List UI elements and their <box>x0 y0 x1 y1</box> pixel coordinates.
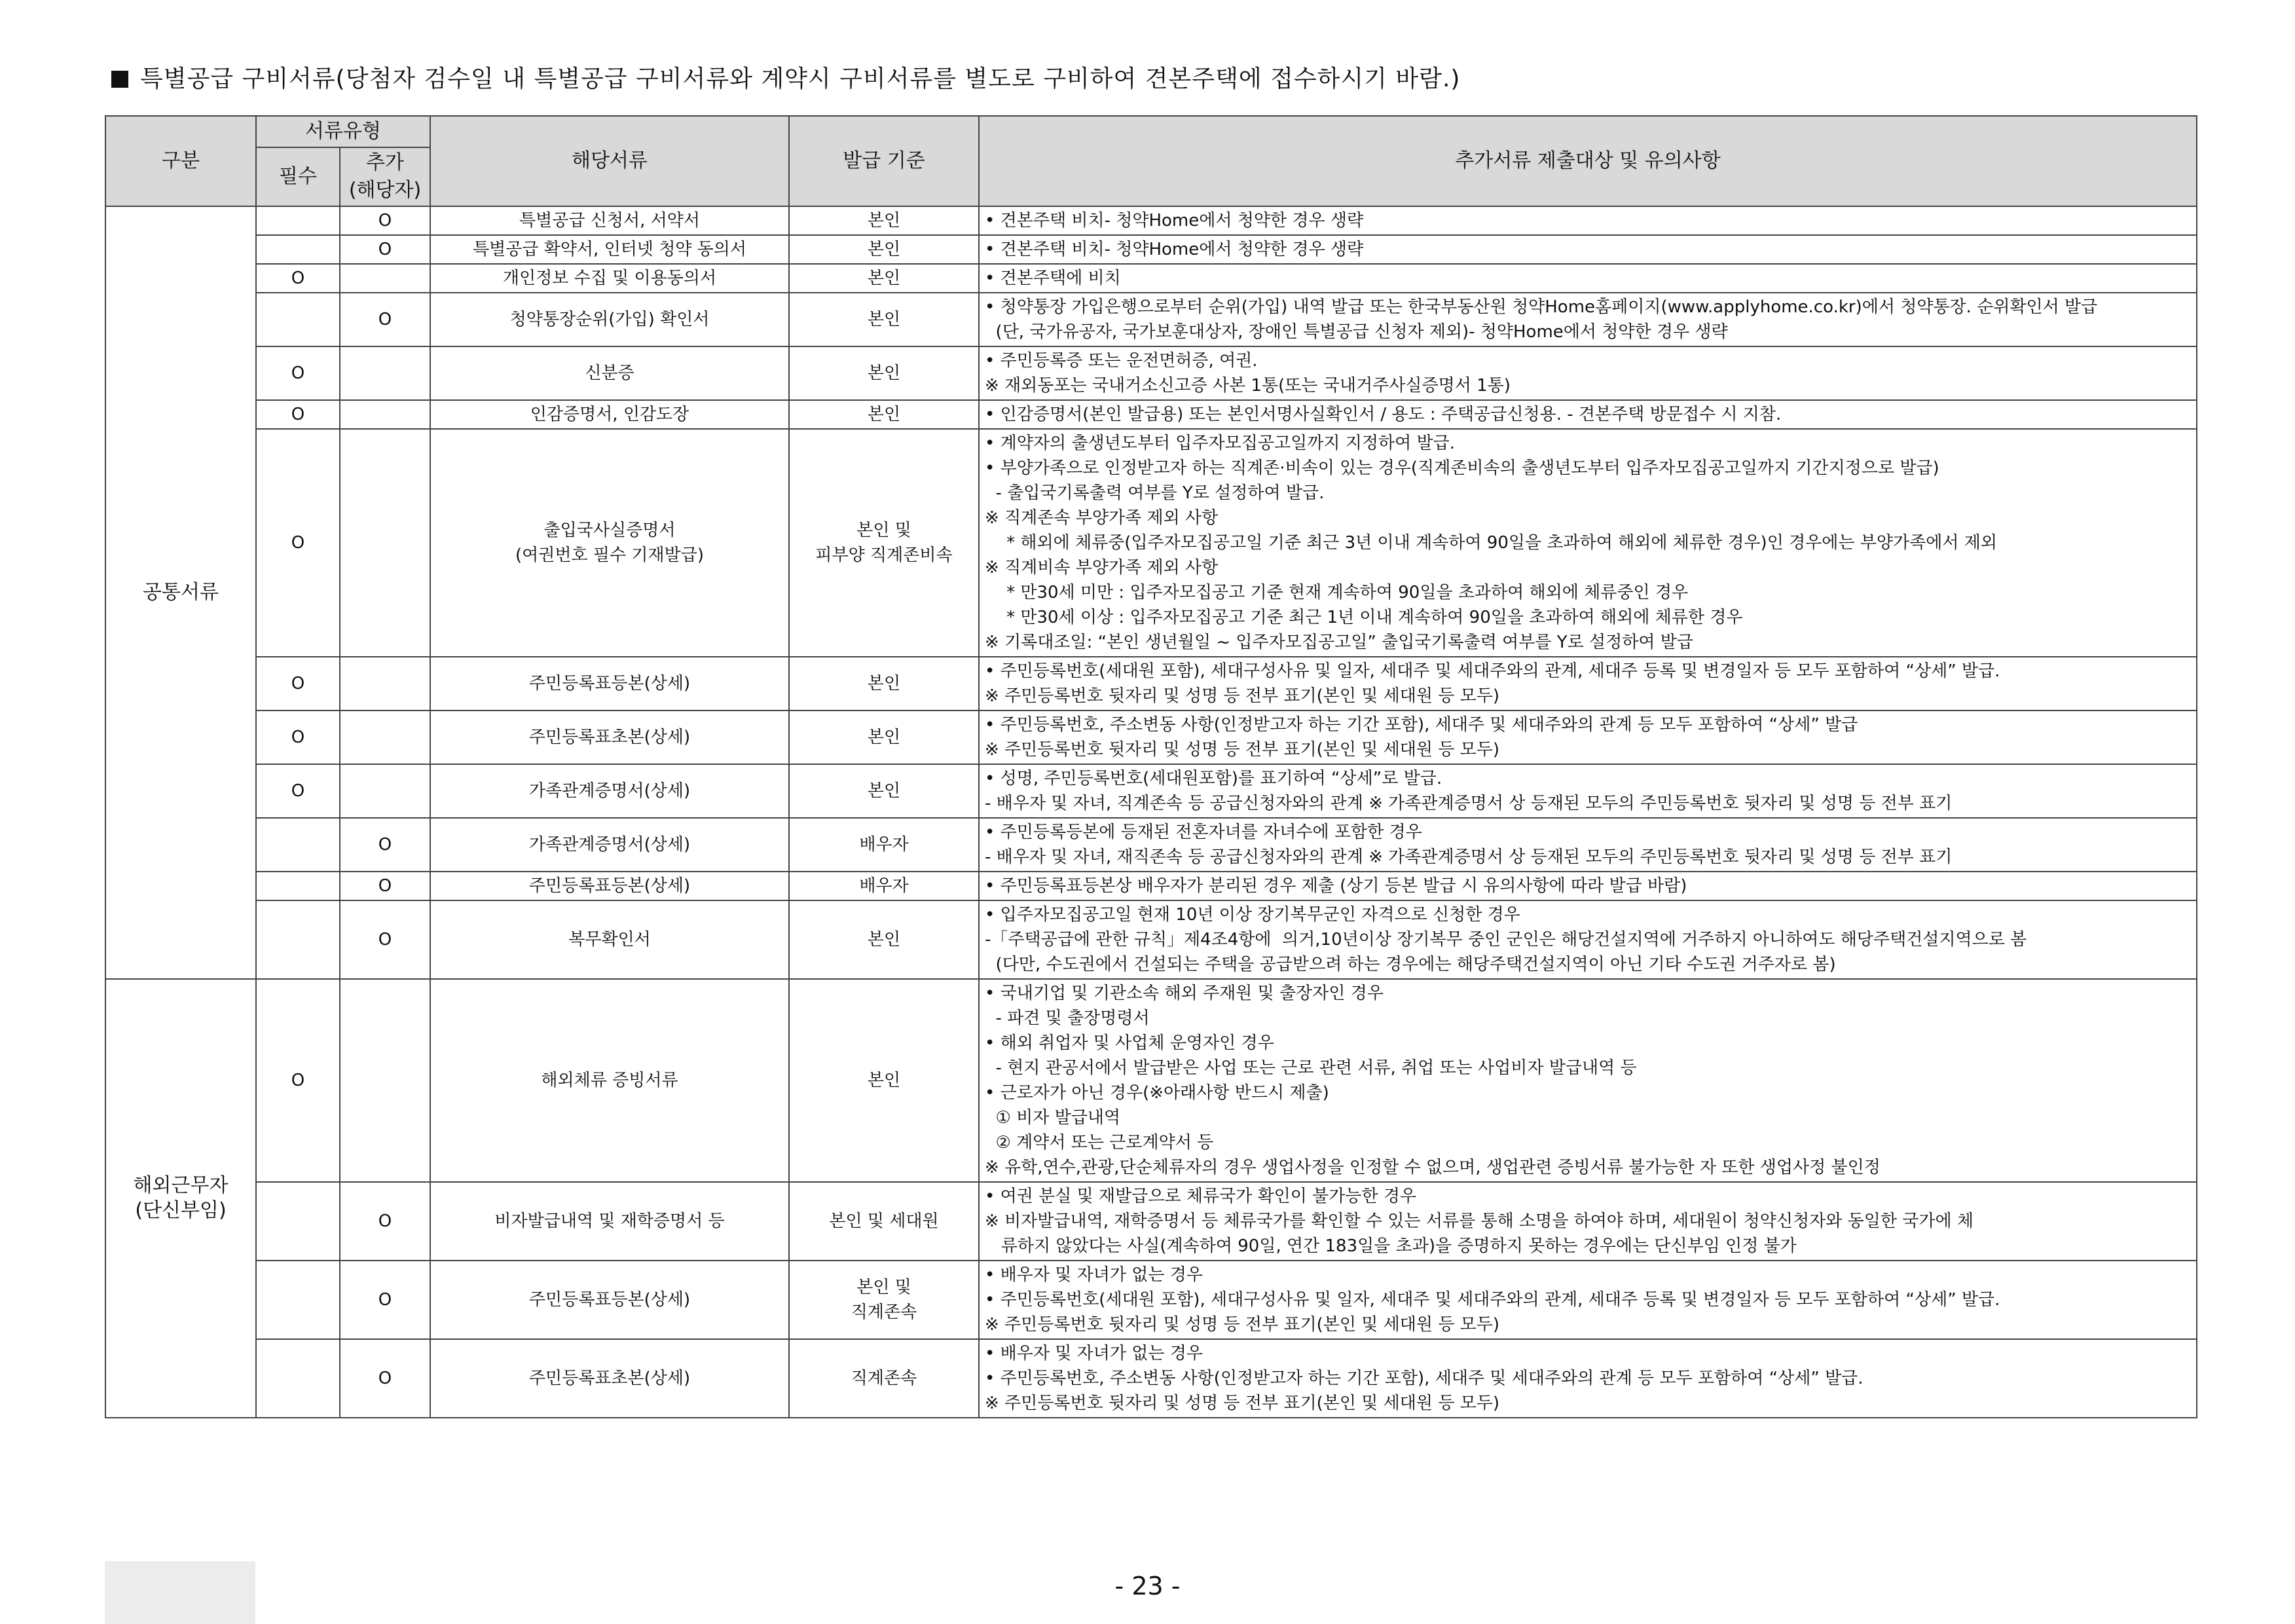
document-line: 인감증명서, 인감도장 <box>530 405 689 424</box>
issuer <box>789 1182 979 1261</box>
document-name <box>430 979 789 1182</box>
required-mark <box>256 1182 340 1261</box>
issuer <box>789 429 979 657</box>
issuer-line: 본인 및 세대원 <box>829 1211 939 1231</box>
note-line: • 인감증명서(본인 발급용) 또는 본인서명사실확인서 / 용도 : 주택공급신청용. - 견본주택 방문접수 시 지참. <box>985 405 1782 424</box>
document-name <box>430 206 789 235</box>
header-document: 해당서류 <box>430 116 789 206</box>
issuer <box>789 1261 979 1339</box>
note-line: • 근로자가 아닌 경우(※아래사항 반드시 제출) <box>985 1083 1329 1103</box>
document-line: 청약통장순위(가입) 확인서 <box>509 310 710 329</box>
document-line: 특별공급 신청서, 서약서 <box>519 211 700 231</box>
issuer <box>789 657 979 710</box>
note-line: (단, 국가유공자, 국가보훈대상자, 장애인 특별공급 신청자 제외)- 청약Home에서 청약한 경우 생략 <box>985 322 1728 342</box>
table-row <box>105 400 2197 429</box>
document-line: 주민등록표등본(상세) <box>528 876 691 896</box>
additional-mark <box>340 264 430 293</box>
required-mark <box>256 1261 340 1339</box>
document-line: 개인정보 수집 및 이용동의서 <box>502 268 717 288</box>
note-line: - 현지 관공서에서 발급받은 사업 또는 근로 관련 서류, 취업 또는 사업비자 발급내역 등 <box>985 1058 1637 1078</box>
header-additional-line2: (해당자) <box>348 179 422 202</box>
issuer <box>789 764 979 818</box>
table-row <box>105 1261 2197 1339</box>
note-line: • 주민등록번호, 주소변동 사항(인정받고자 하는 기간 포함), 세대주 및 세대주와의 관계 등 모두 포함하여 “상세” 발급 <box>985 715 1858 735</box>
notes <box>979 1339 2197 1418</box>
issuer <box>789 400 979 429</box>
document-name <box>430 1261 789 1339</box>
note-line: • 배우자 및 자녀가 없는 경우 <box>985 1265 1203 1285</box>
note-line: ※ 기록대조일: “본인 생년월일 ~ 입주자모집공고일” 출입국기록출력 여부를 Y로 설정하여 발급 <box>985 633 1693 652</box>
required-mark: O <box>256 710 340 764</box>
required-mark: O <box>256 264 340 293</box>
issuer <box>789 346 979 400</box>
note-line: ※ 재외동포는 국내거소신고증 사본 1통(또는 국내거주사실증명서 1통) <box>985 376 1511 396</box>
document-name <box>430 1182 789 1261</box>
issuer-line: 배우자 <box>859 835 909 855</box>
notes <box>979 346 2197 400</box>
issuer-line: 본인 <box>867 674 901 693</box>
note-line: • 배우자 및 자녀가 없는 경우 <box>985 1344 1203 1363</box>
document-name <box>430 235 789 264</box>
table-row <box>105 818 2197 872</box>
document-line: 주민등록표초본(상세) <box>528 728 691 747</box>
table-row <box>105 293 2197 346</box>
header-required: 필수 <box>256 147 340 206</box>
required-mark: O <box>256 400 340 429</box>
additional-mark: O <box>340 900 430 979</box>
note-line: -「주택공급에 관한 규칙」제4조4항에 의거,10년이상 장기복무 중인 군인은 해당건설지역에 거주하지 아니하여도 해당주택건설지역으로 봄 <box>985 930 2027 950</box>
note-line: ※ 유학,연수,관광,단순체류자의 경우 생업사정을 인정할 수 없으며, 생업관련 증빙서류 불가능한 자 또한 생업사정 불인정 <box>985 1158 1881 1177</box>
required-mark <box>256 1339 340 1418</box>
note-line: • 입주자모집공고일 현재 10년 이상 장기복무군인 자격으로 신청한 경우 <box>985 905 1520 925</box>
note-line: ※ 직계존속 부양가족 제외 사항 <box>985 508 1219 528</box>
document-line: 비자발급내역 및 재학증명서 등 <box>494 1211 725 1231</box>
document-line: 가족관계증명서(상세) <box>528 835 691 855</box>
issuer-line: 본인 <box>867 405 901 424</box>
issuer-line: 배우자 <box>859 876 909 896</box>
additional-mark: O <box>340 872 430 900</box>
required-mark: O <box>256 657 340 710</box>
note-line: • 주민등록번호(세대원 포함), 세대구성사유 및 일자, 세대주 및 세대주와의 관계, 세대주 등록 및 변경일자 등 모두 포함하여 “상세” 발급. <box>985 661 2000 681</box>
note-line: • 해외 취업자 및 사업체 운영자인 경우 <box>985 1033 1274 1053</box>
table-row <box>105 710 2197 764</box>
document-name <box>430 657 789 710</box>
issuer <box>789 979 979 1182</box>
notes <box>979 979 2197 1182</box>
notes <box>979 400 2197 429</box>
table-row <box>105 764 2197 818</box>
notes <box>979 900 2197 979</box>
table-row <box>105 979 2197 1182</box>
notes <box>979 206 2197 235</box>
issuer-line: 직계존속 <box>851 1369 917 1388</box>
issuer-line: 본인 <box>867 781 901 801</box>
table-row <box>105 235 2197 264</box>
header-doc-type: 서류유형 <box>256 116 430 147</box>
table-row <box>105 872 2197 900</box>
issuer <box>789 206 979 235</box>
document-line: 주민등록표등본(상세) <box>528 1290 691 1310</box>
document-name <box>430 872 789 900</box>
issuer-line: 피부양 직계존비속 <box>815 545 953 565</box>
issuer <box>789 293 979 346</box>
document-name <box>430 429 789 657</box>
additional-mark <box>340 346 430 400</box>
notes <box>979 429 2197 657</box>
note-line: • 주민등록증 또는 운전면허증, 여권. <box>985 351 1258 371</box>
additional-mark <box>340 979 430 1182</box>
header-additional <box>340 147 430 206</box>
note-line: - 파견 및 출장명령서 <box>985 1008 1150 1028</box>
document-name <box>430 818 789 872</box>
page-title-text: 특별공급 구비서류(당첨자 검수일 내 특별공급 구비서류와 계약시 구비서류를 별도로 구비하여 견본주택에 접수하시기 바람.) <box>140 65 1461 92</box>
issuer-line: 본인 <box>867 930 901 950</box>
additional-mark: O <box>340 1261 430 1339</box>
table-row <box>105 346 2197 400</box>
document-line: 주민등록표초본(상세) <box>528 1369 691 1388</box>
note-line: ※ 직계비속 부양가족 제외 사항 <box>985 558 1219 578</box>
note-line: (다만, 수도권에서 건설되는 주택을 공급받으려 하는 경우에는 해당주택건설지역이 아닌 기타 수도권 거주자로 봄) <box>985 955 1836 974</box>
issuer-line: 본인 <box>867 240 901 259</box>
additional-mark: O <box>340 206 430 235</box>
issuer-line: 본인 및 <box>856 1278 911 1297</box>
required-mark <box>256 900 340 979</box>
note-line: • 여권 분실 및 재발급으로 체류국가 확인이 불가능한 경우 <box>985 1187 1417 1206</box>
header-additional-line1: 추가 <box>366 151 404 174</box>
required-mark <box>256 206 340 235</box>
issuer <box>789 872 979 900</box>
notes <box>979 1182 2197 1261</box>
note-line: - 배우자 및 자녀, 직계존속 등 공급신청자와의 관계 ※ 가족관계증명서 상 등재된 모두의 주민등록번호 뒷자리 및 성명 등 전부 표기 <box>985 794 1953 813</box>
additional-mark: O <box>340 293 430 346</box>
table-row <box>105 264 2197 293</box>
table-row <box>105 1182 2197 1261</box>
notes <box>979 657 2197 710</box>
issuer-line: 본인 <box>867 268 901 288</box>
required-mark <box>256 235 340 264</box>
table-row <box>105 1339 2197 1418</box>
required-mark <box>256 872 340 900</box>
note-line: • 주민등록번호, 주소변동 사항(인정받고자 하는 기간 포함), 세대주 및 세대주와의 관계 등 모두 포함하여 “상세” 발급. <box>985 1369 1864 1388</box>
additional-mark: O <box>340 1182 430 1261</box>
required-mark <box>256 293 340 346</box>
additional-mark: O <box>340 1339 430 1418</box>
document-name <box>430 293 789 346</box>
additional-mark <box>340 657 430 710</box>
note-line: ※ 비자발급내역, 재학증명서 등 체류국가를 확인할 수 있는 서류를 통해 소명을 하여야 하며, 세대원이 청약신청자와 동일한 국가에 체 <box>985 1211 1974 1231</box>
required-mark: O <box>256 346 340 400</box>
document-name <box>430 900 789 979</box>
additional-mark <box>340 710 430 764</box>
issuer-line: 직계존속 <box>851 1302 917 1322</box>
note-line: • 주민등록번호(세대원 포함), 세대구성사유 및 일자, 세대주 및 세대주와의 관계, 세대주 등록 및 변경일자 등 모두 포함하여 “상세” 발급. <box>985 1290 2000 1310</box>
note-line: 류하지 않았다는 사실(계속하여 90일, 연간 183일을 초과)을 증명하지 못하는 경우에는 단신부임 인정 불가 <box>985 1236 1797 1256</box>
note-line: • 견본주택 비치- 청약Home에서 청약한 경우 생략 <box>985 240 1364 259</box>
issuer <box>789 900 979 979</box>
additional-mark: O <box>340 235 430 264</box>
notes <box>979 1261 2197 1339</box>
issuer <box>789 1339 979 1418</box>
note-line: • 청약통장 가입은행으로부터 순위(가입) 내역 발급 또는 한국부동산원 청약Home홈페이지(www.applyhome.co.kr)에서 청약통장. 순위확인서 발급 <box>985 297 2098 317</box>
document-name <box>430 400 789 429</box>
notes <box>979 235 2197 264</box>
document-line: 해외체류 증빙서류 <box>541 1071 678 1090</box>
group-common: 공통서류 <box>105 206 256 979</box>
additional-mark: O <box>340 818 430 872</box>
note-line: • 성명, 주민등록번호(세대원포함)를 표기하여 “상세”로 발급. <box>985 769 1442 788</box>
document-line: 가족관계증명서(상세) <box>528 781 691 801</box>
required-mark <box>256 818 340 872</box>
page-number: - 23 - <box>1114 1572 1181 1600</box>
note-line: ※ 주민등록번호 뒷자리 및 성명 등 전부 표기(본인 및 세대원 등 모두) <box>985 1393 1500 1413</box>
page-title <box>111 60 1460 94</box>
required-mark: O <box>256 429 340 657</box>
document-line: 출입국사실증명서 <box>543 521 676 540</box>
document-name <box>430 264 789 293</box>
table-row <box>105 429 2197 657</box>
note-line: ※ 주민등록번호 뒷자리 및 성명 등 전부 표기(본인 및 세대원 등 모두) <box>985 686 1500 706</box>
notes <box>979 818 2197 872</box>
issuer <box>789 235 979 264</box>
notes <box>979 293 2197 346</box>
note-line: ※ 주민등록번호 뒷자리 및 성명 등 전부 표기(본인 및 세대원 등 모두) <box>985 740 1500 760</box>
document-line: 복무확인서 <box>568 930 651 950</box>
note-line: • 계약자의 출생년도부터 입주자모집공고일까지 지정하여 발급. <box>985 434 1455 453</box>
document-name <box>430 1339 789 1418</box>
note-line: - 배우자 및 자녀, 재직존속 등 공급신청자와의 관계 ※ 가족관계증명서 상 등재된 모두의 주민등록번호 뒷자리 및 성명 등 전부 표기 <box>985 847 1953 867</box>
issuer-line: 본인 <box>867 1071 901 1090</box>
notes <box>979 710 2197 764</box>
note-line: * 만30세 미만 : 입주자모집공고 기준 현재 계속하여 90일을 초과하여 해외에 체류중인 경우 <box>985 583 1689 602</box>
note-line: • 견본주택에 비치 <box>985 268 1121 288</box>
document-line: (여권번호 필수 기재발급) <box>515 545 704 565</box>
note-line: * 해외에 체류중(입주자모집공고일 기준 최근 3년 이내 계속하여 90일을 초과하여 해외에 체류한 경우)인 경우에는 부양가족에서 제외 <box>985 533 1997 553</box>
table-row <box>105 206 2197 235</box>
notes <box>979 264 2197 293</box>
issuer-line: 본인 <box>867 310 901 329</box>
issuer-line: 본인 및 <box>856 521 911 540</box>
issuer-line: 본인 <box>867 728 901 747</box>
note-line: ① 비자 발급내역 <box>985 1108 1121 1128</box>
note-line: - 출입국기록출력 여부를 Y로 설정하여 발급. <box>985 483 1325 503</box>
table-row <box>105 900 2197 979</box>
note-line: • 부양가족으로 인정받고자 하는 직계존·비속이 있는 경우(직계존비속의 출생년도부터 입주자모집공고일까지 기간지정으로 발급) <box>985 458 1939 478</box>
document-name <box>430 346 789 400</box>
document-line: 특별공급 확약서, 인터넷 청약 동의서 <box>472 240 747 259</box>
document-line: 주민등록표등본(상세) <box>528 674 691 693</box>
note-line: ② 계약서 또는 근로계약서 등 <box>985 1133 1214 1153</box>
documents-table <box>105 115 2197 1418</box>
note-line: • 주민등록등본에 등재된 전혼자녀를 자녀수에 포함한 경우 <box>985 822 1422 842</box>
issuer <box>789 818 979 872</box>
group-overseas-line1: 해외근무자 <box>133 1174 229 1197</box>
group-overseas-line2: (단신부임) <box>135 1199 227 1222</box>
additional-mark <box>340 764 430 818</box>
square-bullet-icon <box>111 71 128 88</box>
header-notes: 추가서류 제출대상 및 유의사항 <box>979 116 2197 206</box>
note-line: ※ 주민등록번호 뒷자리 및 성명 등 전부 표기(본인 및 세대원 등 모두) <box>985 1315 1500 1335</box>
header-group: 구분 <box>105 116 256 206</box>
notes <box>979 764 2197 818</box>
table-row <box>105 657 2197 710</box>
required-mark: O <box>256 764 340 818</box>
note-line: • 견본주택 비치- 청약Home에서 청약한 경우 생략 <box>985 211 1364 231</box>
header-issuer: 발급 기준 <box>789 116 979 206</box>
issuer <box>789 264 979 293</box>
issuer <box>789 710 979 764</box>
notes <box>979 872 2197 900</box>
group-overseas <box>105 979 256 1418</box>
required-mark: O <box>256 979 340 1182</box>
document-name <box>430 764 789 818</box>
document-name <box>430 710 789 764</box>
document-line: 신분증 <box>585 363 634 383</box>
issuer-line: 본인 <box>867 211 901 231</box>
additional-mark <box>340 400 430 429</box>
note-line: • 국내기업 및 기관소속 해외 주재원 및 출장자인 경우 <box>985 984 1384 1003</box>
note-line: * 만30세 이상 : 입주자모집공고 기준 최근 1년 이내 계속하여 90일을 초과하여 해외에 체류한 경우 <box>985 608 1743 627</box>
issuer-line: 본인 <box>867 363 901 383</box>
note-line: • 주민등록표등본상 배우자가 분리된 경우 제출 (상기 등본 발급 시 유의사항에 따라 발급 바람) <box>985 876 1687 896</box>
additional-mark <box>340 429 430 657</box>
